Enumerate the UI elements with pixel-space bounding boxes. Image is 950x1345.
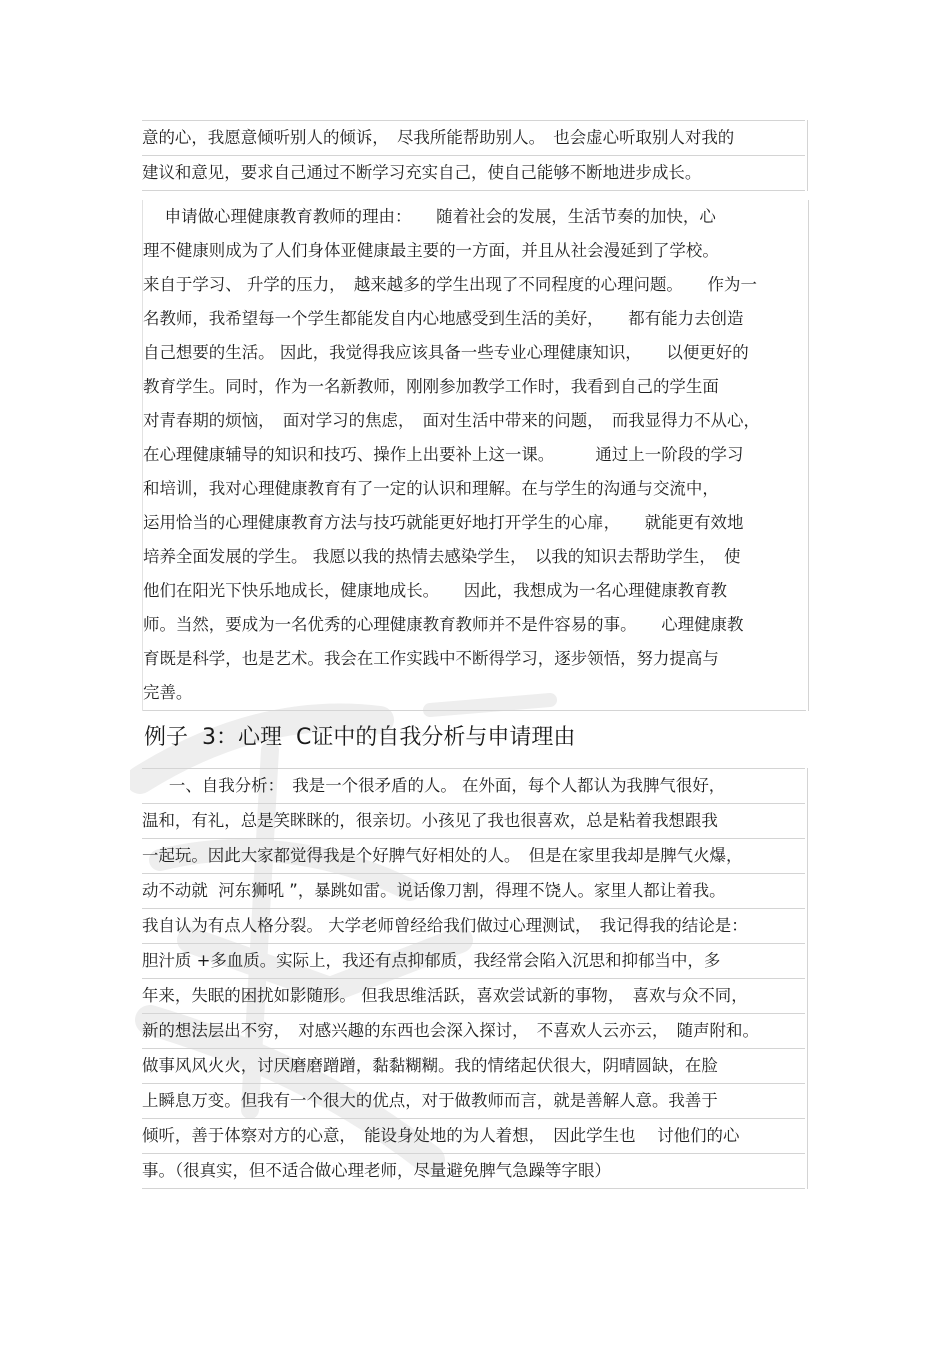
text-line: 新的想法层出不穷， 对感兴趣的东西也会深入探讨， 不喜欢人云亦云， 随声附和。 [142, 1013, 805, 1048]
text-line: 申请做心理健康教育教师的理由： 随着社会的发展，生活节奏的加快，心 [143, 207, 716, 226]
text-line: 和培训，我对心理健康教育有了一定的认识和理解。在与学生的沟通与交流中， [143, 479, 719, 498]
text-line: 胆汁质 +多血质。实际上，我还有点抑郁质，我经常会陷入沉思和抑郁当中，多 [142, 943, 805, 978]
text-line: 育既是科学，也是艺术。我会在工作实践中不断得学习，逐步领悟，努力提高与 [143, 649, 719, 668]
text-line: 完善。 [143, 676, 806, 711]
text-line: 意的心，我愿意倾听别人的倾诉， 尽我所能帮助别人。 也会虚心听取别人对我的 [142, 120, 805, 155]
text-line: 名教师，我希望每一个学生都能发自内心地感受到生活的美好， 都有能力去创造 [143, 309, 744, 328]
paragraph-continued [142, 120, 808, 191]
text-line: 建议和意见，要求自己通过不断学习充实自己，使自己能够不断地进步成长。 [142, 155, 805, 191]
text-line: 我自认为有点人格分裂。 大学老师曾经给我们做过心理测试， 我记得我的结论是： [142, 908, 805, 943]
text-line: 教育学生。同时，作为一名新教师，刚刚参加教学工作时，我看到自己的学生面 [143, 377, 719, 396]
text-line: 年来，失眠的困扰如影随形。 但我思维活跃，喜欢尝试新的事物， 喜欢与众不同， [142, 978, 805, 1013]
text-line: 对青春期的烦恼， 面对学习的焦虑， 面对生活中带来的问题， 而我显得力不从心， [143, 411, 760, 430]
text-line: 做事风风火火，讨厌磨磨蹭蹭，黏黏糊糊。我的情绪起伏很大，阴晴圆缺，在脸 [142, 1048, 805, 1083]
text-line: 温和，有礼，总是笑眯眯的，很亲切。小孩见了我也很喜欢，总是粘着我想跟我 [142, 803, 805, 838]
text-line: 倾听，善于体察对方的心意， 能设身处地的为人着想， 因此学生也 讨他们的心 [142, 1118, 805, 1153]
text-line: 事。（很真实，但不适合做心理老师，尽量避免脾气急躁等字眼） [142, 1153, 805, 1189]
text-line: 动不动就 河东狮吼 ”，暴跳如雷。说话像刀割，得理不饶人。家里人都让着我。 [142, 873, 805, 908]
text-line: 他们在阳光下快乐地成长，健康地成长。 因此，我想成为一名心理健康教育教 [143, 581, 727, 600]
text-line: 自己想要的生活。 因此，我觉得我应该具备一些专业心理健康知识， 以便更好的 [143, 343, 749, 362]
text-line: 一、自我分析： 我是一个很矛盾的人。 在外面，每个人都认为我脾气很好， [142, 768, 805, 803]
text-line: 运用恰当的心理健康教育方法与技巧就能更好地打开学生的心扉， 就能更有效地 [143, 513, 744, 532]
text-line: 来自于学习、 升学的压力， 越来越多的学生出现了不同程度的心理问题。 作为一 [143, 275, 757, 294]
text-line: 一起玩。因此大家都觉得我是个好脾气好相处的人。 但是在家里我却是脾气火爆， [142, 838, 805, 873]
text-line: 上瞬息万变。但我有一个很大的优点，对于做教师而言，就是善解人意。我善于 [142, 1083, 805, 1118]
text-line: 在心理健康辅导的知识和技巧、操作上出要补上这一课。 通过上一阶段的学习 [143, 445, 744, 464]
paragraph-self-analysis [142, 768, 808, 1189]
text-line: 师。当然，要成为一名优秀的心理健康教育教师并不是件容易的事。 心理健康教 [143, 615, 744, 634]
text-line: 培养全面发展的学生。 我愿以我的热情去感染学生， 以我的知识去帮助学生， 使 [143, 547, 741, 566]
text-line: 理不健康则成为了人们身体亚健康最主要的一方面，并且从社会漫延到了学校。 [143, 241, 719, 260]
paragraph-application-reason [142, 200, 809, 711]
section-heading: 例子 3：心理 C证中的自我分析与申请理由 [144, 725, 576, 750]
